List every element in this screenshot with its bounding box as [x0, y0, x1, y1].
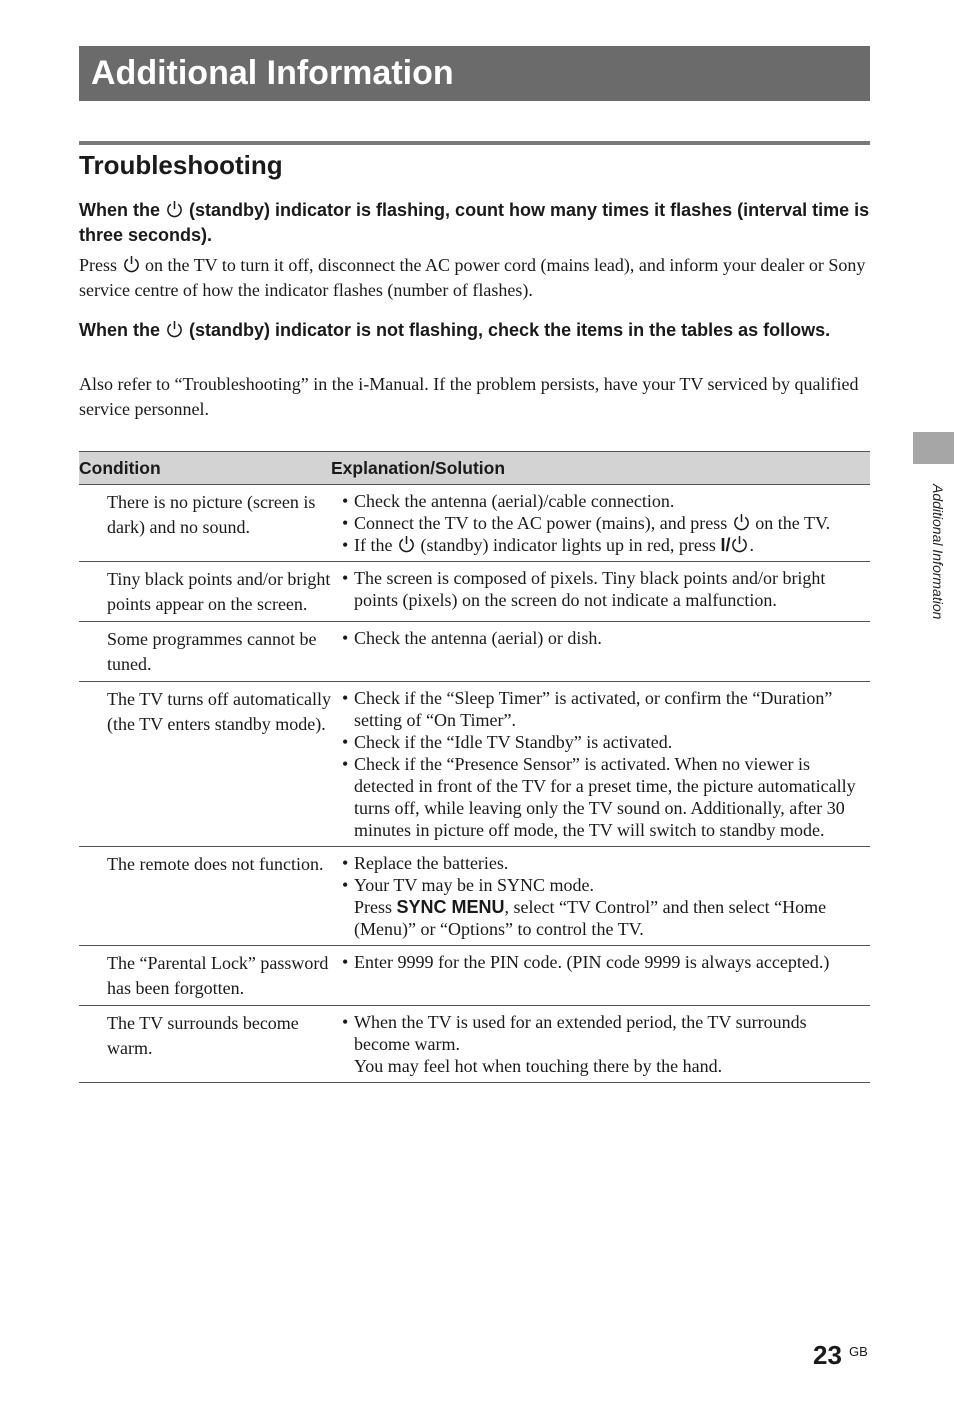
bullet-text: Check the antenna (aerial) or dish.	[354, 628, 602, 648]
condition-cell: Some programmes cannot be tuned.	[79, 622, 332, 682]
bullet-text-part: Connect the TV to the AC power (mains), and press	[354, 513, 728, 533]
power-standby-icon	[731, 535, 748, 554]
bullet-text-part: .	[749, 535, 754, 555]
flashing-paragraph-part: on the TV to turn it off, disconnect the AC power cord (mains lead), and inform your dealer or Sony service centre of how the indicator flashes (number of flashes).	[79, 255, 866, 300]
page-number: 23	[813, 1340, 842, 1370]
power-standby-icon	[123, 255, 140, 274]
header-condition: Condition	[79, 458, 161, 478]
condition-cell: The “Parental Lock” password has been forgotten.	[79, 946, 332, 1006]
bullet-text	[354, 512, 866, 534]
bullet-text-part: (standby) indicator lights up in red, press	[420, 535, 716, 555]
solution-bullet: • Check if the “Sleep Timer” is activated, or confirm the “Duration” setting of “On Timer”.	[342, 687, 866, 731]
bullet-text: Check if the “Idle TV Standby” is activated.	[354, 732, 673, 752]
page-suffix: GB	[849, 1344, 868, 1359]
solution-bullet: • The screen is composed of pixels. Tiny black points and/or bright points (pixels) on the screen do not indicate a malfunction.	[342, 567, 866, 611]
flashing-heading-part: When the	[79, 200, 160, 220]
not-flashing-heading-part: (standby) indicator is not flashing, check the items in the tables as follows.	[189, 320, 831, 340]
bullet-text: Check if the “Sleep Timer” is activated, or confirm the “Duration” setting of “On Timer”.	[354, 688, 833, 730]
solution-cell	[332, 1006, 870, 1083]
power-standby-icon	[166, 320, 183, 339]
side-tab-marker	[913, 432, 954, 464]
solution-bullet: • Your TV may be in SYNC mode.	[342, 874, 866, 896]
bullet-text: Check the antenna (aerial)/cable connection.	[354, 491, 675, 511]
bullet-text-part: Press	[354, 897, 393, 917]
power-key-label: I/	[720, 535, 731, 555]
table-row	[79, 847, 870, 946]
bullet-continuation	[342, 896, 866, 940]
side-tab-label: Additional Information	[930, 484, 946, 620]
bullet-text-part: , select “TV Control” and then select “Home (Menu)” or “Options” to control the TV.	[354, 897, 827, 939]
flashing-heading	[79, 198, 870, 248]
table-row	[79, 1006, 870, 1083]
table-row	[79, 946, 870, 1006]
flashing-paragraph-part: Press	[79, 255, 118, 275]
bullet-text: When the TV is used for an extended period, the TV surrounds become warm.	[354, 1012, 807, 1054]
solution-bullet: • Check the antenna (aerial)/cable connection.	[342, 490, 866, 512]
solution-bullet: • Enter 9999 for the PIN code. (PIN code 9999 is always accepted.)	[342, 951, 866, 973]
bullet-text: Enter 9999 for the PIN code. (PIN code 9999 is always accepted.)	[354, 952, 830, 972]
solution-bullet: • Check the antenna (aerial) or dish.	[342, 627, 866, 649]
not-flashing-heading-part: When the	[79, 320, 160, 340]
power-standby-icon	[166, 200, 183, 219]
table-row	[79, 562, 870, 622]
flashing-paragraph	[79, 253, 870, 302]
solution-cell	[332, 562, 870, 622]
power-standby-icon	[733, 513, 750, 532]
table-row	[79, 485, 870, 562]
condition-cell: The remote does not function.	[79, 847, 332, 946]
table-header	[79, 452, 870, 485]
chapter-title: Additional Information	[79, 46, 870, 101]
condition-cell: There is no picture (screen is dark) and no sound.	[79, 485, 332, 562]
solution-bullet: • Check if the “Idle TV Standby” is activated.	[342, 731, 866, 753]
troubleshooting-table	[79, 451, 870, 1083]
bullet-text: Replace the batteries.	[354, 853, 509, 873]
power-standby-icon	[398, 535, 415, 554]
solution-cell	[332, 847, 870, 946]
bullet-text: The screen is composed of pixels. Tiny black points and/or bright points (pixels) on the screen do not indicate a malfunction.	[354, 568, 826, 610]
solution-bullet: • When the TV is used for an extended period, the TV surrounds become warm.	[342, 1011, 866, 1055]
solution-cell	[332, 946, 870, 1006]
section-divider	[79, 141, 870, 145]
bullet-text-part: on the TV.	[755, 513, 831, 533]
not-flashing-heading	[79, 318, 870, 343]
bullet-continuation: You may feel hot when touching there by the hand.	[354, 1056, 723, 1076]
solution-bullet: • Check if the “Presence Sensor” is activated. When no viewer is detected in front of the TV for a preset time, the picture automatically turns off, while leaving only the TV sound on. Additionally, after 30 minutes in picture off mode, the TV will switch to standby mode.	[342, 753, 866, 841]
bullet-text: Your TV may be in SYNC mode.	[354, 875, 595, 895]
table-header-row	[79, 452, 870, 485]
header-solution: Explanation/Solution	[331, 458, 506, 478]
condition-cell: The TV turns off automatically (the TV enters standby mode).	[79, 682, 332, 847]
table-row	[79, 682, 870, 847]
solution-cell	[332, 485, 870, 562]
solution-cell	[332, 682, 870, 847]
flashing-heading-part: (standby) indicator is flashing, count how many times it flashes (interval time is three seconds).	[79, 200, 870, 245]
sync-menu-key-label: SYNC MENU	[396, 897, 505, 917]
table-row	[79, 622, 870, 682]
condition-cell: The TV surrounds become warm.	[79, 1006, 332, 1083]
condition-cell: Tiny black points and/or bright points appear on the screen.	[79, 562, 332, 622]
solution-cell	[332, 622, 870, 682]
solution-bullet: • If the (standby) indicator lights up in red, press I/ .	[342, 534, 866, 556]
bullet-text	[354, 534, 866, 556]
bullet-text: Check if the “Presence Sensor” is activated. When no viewer is detected in front of the TV for a preset time, the picture automatically turns off, while leaving only the TV sound on. Additionally, after 30 minutes in picture off mode, the TV will switch to standby mode.	[354, 754, 856, 840]
bullet-text-part: If the	[354, 535, 393, 555]
section-title: Troubleshooting	[79, 150, 283, 180]
not-flashing-paragraph: Also refer to “Troubleshooting” in the i-Manual. If the problem persists, have your TV serviced by qualified service personnel.	[79, 374, 859, 419]
solution-bullet: • Connect the TV to the AC power (mains), and press on the TV.	[342, 512, 866, 534]
solution-bullet: • Replace the batteries.	[342, 852, 866, 874]
